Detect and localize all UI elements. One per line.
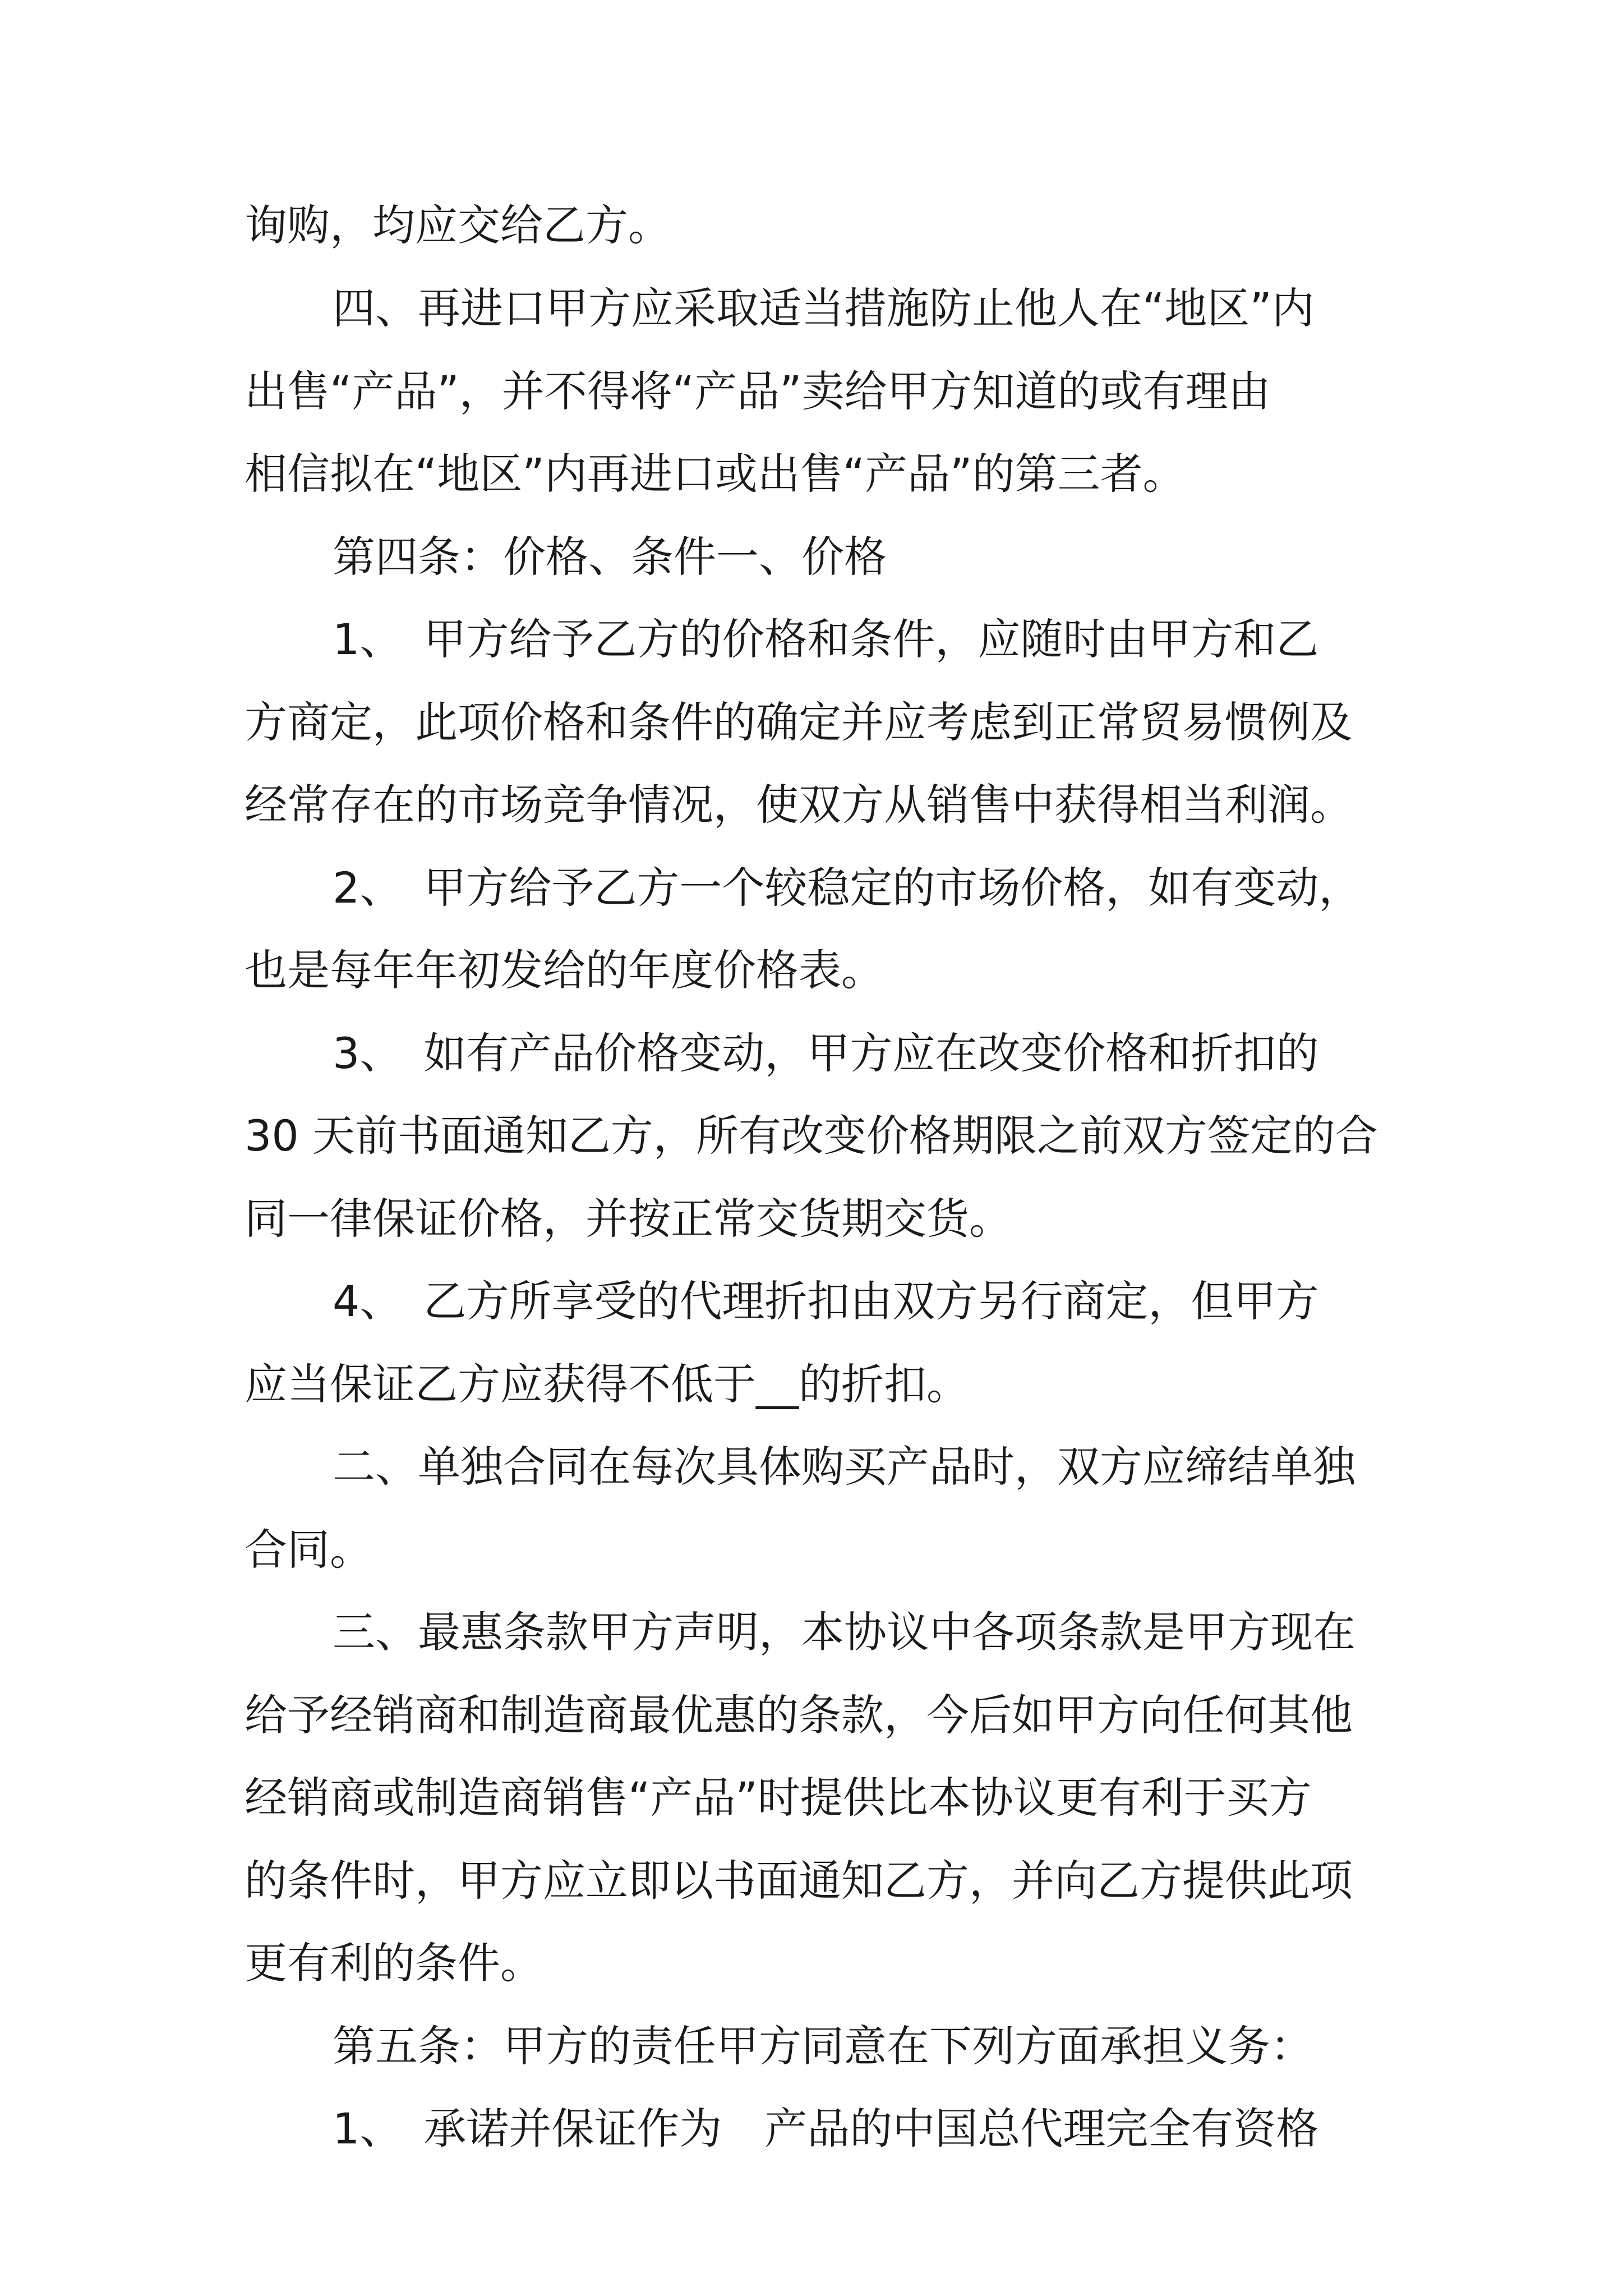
text-line: 4、 乙方所享受的代理折扣由双方另行商定，但甲方 xyxy=(333,1276,1319,1326)
text-line: 同一律保证价格，并按正常交货期交货。 xyxy=(245,1194,1012,1244)
text-line: 2、 甲方给予乙方一个较稳定的市场价格，如有变动， xyxy=(333,863,1362,913)
text-line: 出售“产品”，并不得将“产品”卖给甲方知道的或有理由 xyxy=(245,366,1271,416)
text-line: 1、 承诺并保证作为 产品的中国总代理完全有资格 xyxy=(333,2104,1319,2154)
text-line: 相信拟在“地区”内再进口或出售“产品”的第三者。 xyxy=(245,449,1186,499)
text-line: 更有利的条件。 xyxy=(245,1938,543,1988)
text-line: 1、 甲方给予乙方的价格和条件，应随时由甲方和乙 xyxy=(333,614,1319,664)
text-line: 询购，均应交给乙方。 xyxy=(245,200,671,250)
text-line: 方商定，此项价格和条件的确定并应考虑到正常贸易惯例及 xyxy=(245,697,1353,747)
text-line: 给予经销商和制造商最优惠的条款，今后如甲方向任何其他 xyxy=(245,1690,1353,1740)
text-line: 第四条：价格、条件一、价格 xyxy=(333,532,887,582)
text-line: 经销商或制造商销售“产品”时提供比本协议更有利于买方 xyxy=(245,1773,1312,1823)
text-line: 三、最惠条款甲方声明，本协议中各项条款是甲方现在 xyxy=(333,1607,1355,1657)
text-line: 经常存在的市场竞争情况，使双方从销售中获得相当利润。 xyxy=(245,780,1353,830)
text-line: 二、单独合同在每次具体购买产品时，双方应缔结单独 xyxy=(333,1442,1355,1492)
text-line: 第五条：甲方的责任甲方同意在下列方面承担义务： xyxy=(333,2021,1313,2071)
text-line: 也是每年年初发给的年度价格表。 xyxy=(245,945,884,995)
text-line: 四、再进口甲方应采取适当措施防止他人在“地区”内 xyxy=(333,283,1315,333)
text-line: 的条件时，甲方应立即以书面通知乙方，并向乙方提供此项 xyxy=(245,1856,1353,1906)
text-line: 应当保证乙方应获得不低于__的折扣。 xyxy=(245,1359,969,1409)
text-line: 3、 如有产品价格变动，甲方应在改变价格和折扣的 xyxy=(333,1028,1319,1078)
text-line: 合同。 xyxy=(245,1525,372,1575)
text-line: 30 天前书面通知乙方，所有改变价格期限之前双方签定的合 xyxy=(245,1111,1378,1161)
